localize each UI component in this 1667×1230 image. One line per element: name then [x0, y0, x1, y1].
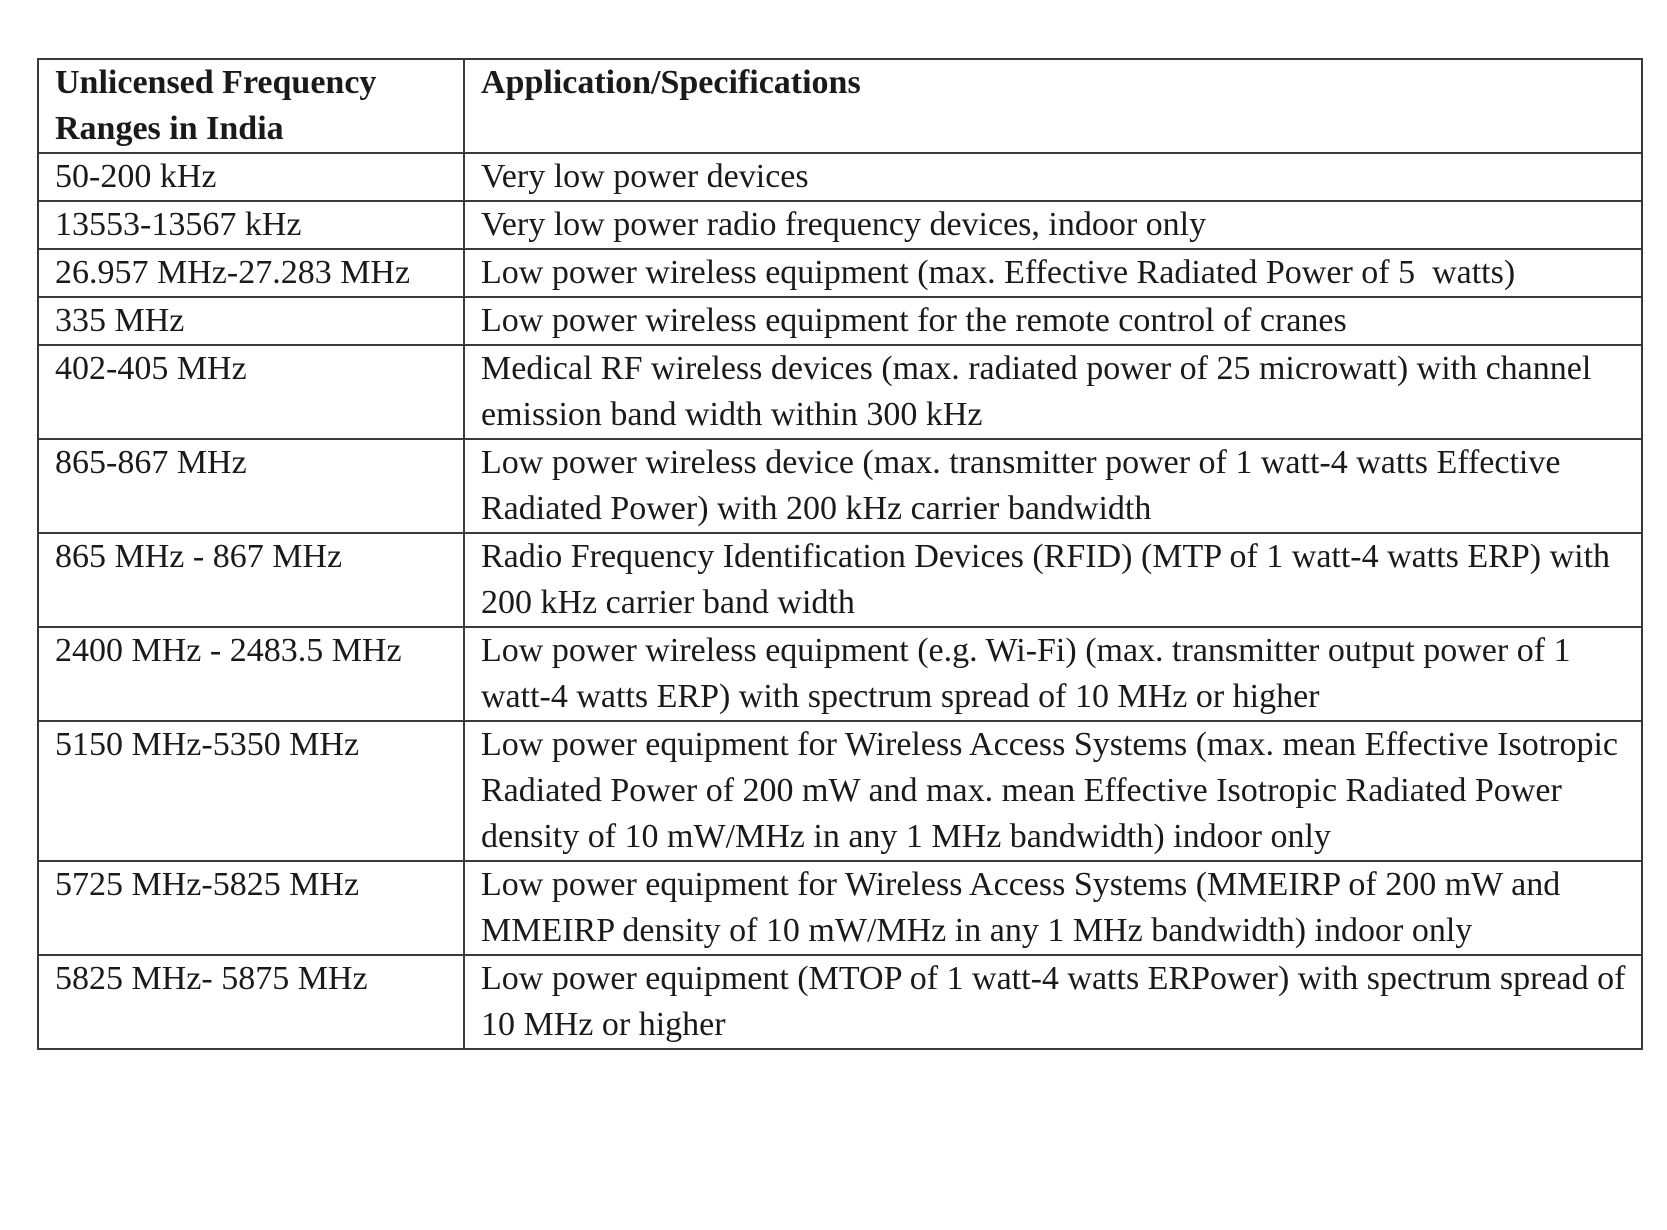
frequency-cell: 5825 MHz- 5875 MHz: [38, 955, 464, 1049]
table-row: [38, 627, 1642, 721]
frequency-cell: 13553-13567 kHz: [38, 201, 464, 249]
frequency-cell: 865-867 MHz: [38, 439, 464, 533]
frequency-cell: 26.957 MHz-27.283 MHz: [38, 249, 464, 297]
frequency-cell: 5150 MHz-5350 MHz: [38, 721, 464, 861]
frequency-cell: 50-200 kHz: [38, 153, 464, 201]
application-cell: Low power equipment for Wireless Access Systems (max. mean Effective Isotropic Radiated Power of 200 mW and max. mean Effective Isotropic Radiated Power density of 10 mW/MHz in any 1 MHz bandwidth) indoor only: [464, 721, 1642, 861]
application-cell: Very low power devices: [464, 153, 1642, 201]
frequency-cell: 865 MHz - 867 MHz: [38, 533, 464, 627]
application-cell: Medical RF wireless devices (max. radiated power of 25 microwatt) with channel emission band width within 300 kHz: [464, 345, 1642, 439]
table-row: [38, 861, 1642, 955]
table-row: [38, 345, 1642, 439]
table-row: [38, 201, 1642, 249]
frequency-table: [37, 58, 1643, 1050]
table-row: [38, 533, 1642, 627]
table-header-row: [38, 59, 1642, 153]
application-cell: Low power wireless equipment for the remote control of cranes: [464, 297, 1642, 345]
application-cell: Low power wireless device (max. transmitter power of 1 watt-4 watts Effective Radiated Power) with 200 kHz carrier bandwidth: [464, 439, 1642, 533]
table-row: [38, 153, 1642, 201]
application-cell: Low power wireless equipment (e.g. Wi-Fi) (max. transmitter output power of 1 watt-4 watts ERP) with spectrum spread of 10 MHz or higher: [464, 627, 1642, 721]
table-row: [38, 249, 1642, 297]
application-cell: Radio Frequency Identification Devices (RFID) (MTP of 1 watt-4 watts ERP) with 200 kHz carrier band width: [464, 533, 1642, 627]
frequency-cell: 2400 MHz - 2483.5 MHz: [38, 627, 464, 721]
table-row: [38, 439, 1642, 533]
header-application: Application/Specifications: [464, 59, 1642, 153]
application-cell: Very low power radio frequency devices, indoor only: [464, 201, 1642, 249]
table-row: [38, 297, 1642, 345]
frequency-cell: 402-405 MHz: [38, 345, 464, 439]
table-row: [38, 721, 1642, 861]
table-row: [38, 955, 1642, 1049]
header-frequency: Unlicensed Frequency Ranges in India: [38, 59, 464, 153]
application-cell: Low power wireless equipment (max. Effective Radiated Power of 5 watts): [464, 249, 1642, 297]
application-cell: Low power equipment for Wireless Access Systems (MMEIRP of 200 mW and MMEIRP density of 10 mW/MHz in any 1 MHz bandwidth) indoor only: [464, 861, 1642, 955]
frequency-cell: 335 MHz: [38, 297, 464, 345]
application-cell: Low power equipment (MTOP of 1 watt-4 watts ERPower) with spectrum spread of 10 MHz or higher: [464, 955, 1642, 1049]
frequency-cell: 5725 MHz-5825 MHz: [38, 861, 464, 955]
